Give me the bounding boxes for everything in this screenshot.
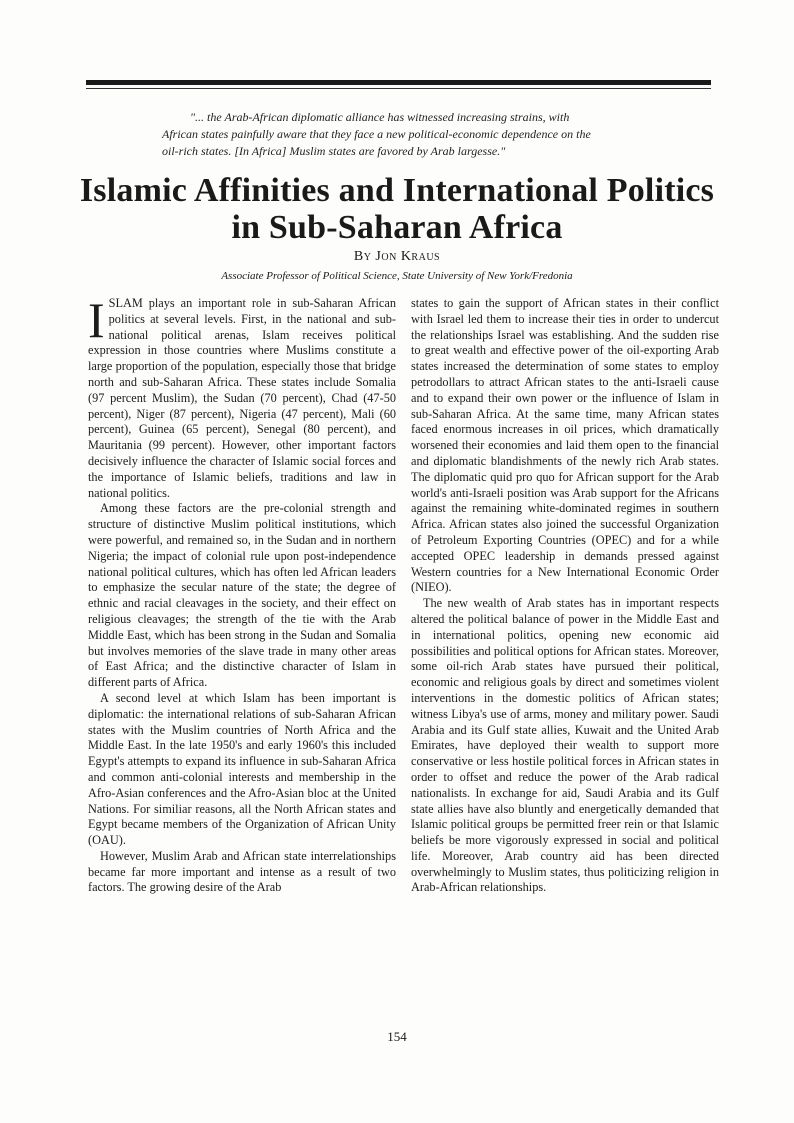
paragraph-text: SLAM plays an important role in sub-Saharan African politics at several levels. First, in the national and sub-national political arenas, Islam receives political expression in those countries where Muslims constitute a large proportion of the population, especially those that bridge north and sub-Saharan Africa. These states include Somalia (97 percent Muslim), the Sudan (70 percent), Chad (47-50 percent), Niger (87 percent), Nigeria (47 percent), Mali (60 percent), Guinea (65 percent), Senegal (80 percent), and Mauritania (99 percent). However, other important factors decisively influence the character of Islamic social forces and the importance of Islamic beliefs, traditions and law in national politics. — [88, 296, 396, 500]
paragraph: The new wealth of Arab states has in important respects altered the political balance of power in the Middle East and in international politics, opening new economic aid possibilities and political options for African states. Moreover, some oil-rich Arab states have pursued their political, economic and religious goals by direct and sometimes violent interventions in the domestic politics of African states; witness Libya's use of arms, money and military power. Saudi Arabia and its Gulf state allies, Kuwait and the United Arab Emirates, have deployed their wealth to support more conservative or less hostile political forces in African states in order to offset and reduce the power of the Arab radical nationalists. In exchange for aid, Saudi Arabia and its Gulf state allies have also bluntly and energetically demanded that Islamic political groups be permitted freer rein or that Islamic beliefs be more vigorously expressed in social and political life. Moreover, Arab country aid has been directed overwhelmingly to Muslim states, thus politicizing religion in Arab-African relationships. — [411, 596, 719, 895]
epigraph-line: oil-rich states. [In Africa] Muslim states are favored by Arab largesse." — [162, 144, 506, 158]
header-rule-thin — [86, 88, 711, 89]
paragraph: Among these factors are the pre-colonial strength and structure of distinctive Muslim political institutions, which were powerful, and remained so, in the Sudan and in northern Nigeria; the impact of colonial rule upon post-independence national political cultures, which has often led African leaders to emphasize the secular nature of the state; the degree of ethnic and racial cleavages in the society, and their effect on religious cleavages; the strength of the tie with the Arab Middle East, which has been strong in the Sudan and Somalia but involves memories of the slave trade in many other areas of East Africa; and the distinctive character of Islam in different parts of Africa. — [88, 501, 396, 690]
epigraph-line: "... the Arab-African diplomatic alliance has witnessed increasing strains, with — [190, 110, 570, 124]
paragraph: A second level at which Islam has been important is diplomatic: the international relations of sub-Saharan African states with the Muslim countries of North Africa and the Middle East. In the late 1950's and early 1960's this included Egypt's attempts to expand its influence in sub-Saharan Africa and common anti-colonial interests and membership in the Afro-Asian conferences and the Afro-Asian bloc at the United Nations. For similiar reasons, all the North African states and Egypt became members of the Organization of African Unity (OAU). — [88, 690, 396, 848]
epigraph-line: African states painfully aware that they face a new political-economic dependence on the — [162, 127, 591, 141]
header-rule-thick — [86, 80, 711, 85]
paragraph — [88, 292, 396, 501]
article-title — [40, 172, 754, 246]
title-line-1: Islamic Affinities and International Politics — [79, 172, 715, 209]
paragraph: However, Muslim Arab and African state interrelationships became far more important and intense as a result of two factors. The growing desire of the Arab — [88, 848, 396, 895]
page-number: 154 — [387, 1029, 407, 1044]
author-byline: By Jon Kraus — [353, 249, 441, 264]
author-affiliation: Associate Professor of Political Science, State University of New York/Fredonia — [221, 270, 573, 282]
title-line-2: in Sub-Saharan Africa — [231, 209, 563, 246]
right-column — [411, 296, 719, 896]
paragraph: states to gain the support of African states in their conflict with Israel led them to increase their ties in order to undercut the relationships Israel was establishing. And the sudden rise to great wealth and effective power of the oil-exporting Arab states increased the determination of some states to employ petrodollars to attract African states to the anti-Israeli cause and to expand their own power or the influence of Islam in sub-Saharan Africa. At the same time, many African states faced enormous increases in oil prices, which dramatically worsened their economies and laid them open to the financial and diplomatic blandishments of the newly rich Arab states. The diplomatic quid pro quo for African support for the Arab world's anti-Israeli position was Arab support for the Africans against the remaining white-dominated regimes in southern Africa. African states also joined the successful Organization of Petroleum Exporting Countries (OPEC) and for a while accepted OPEC leadership in demands pressed against Western countries for a New International Economic Order (NIEO). — [411, 296, 719, 595]
epigraph-quote — [162, 109, 642, 160]
drop-cap: I — [88, 292, 105, 348]
left-column — [88, 292, 396, 896]
